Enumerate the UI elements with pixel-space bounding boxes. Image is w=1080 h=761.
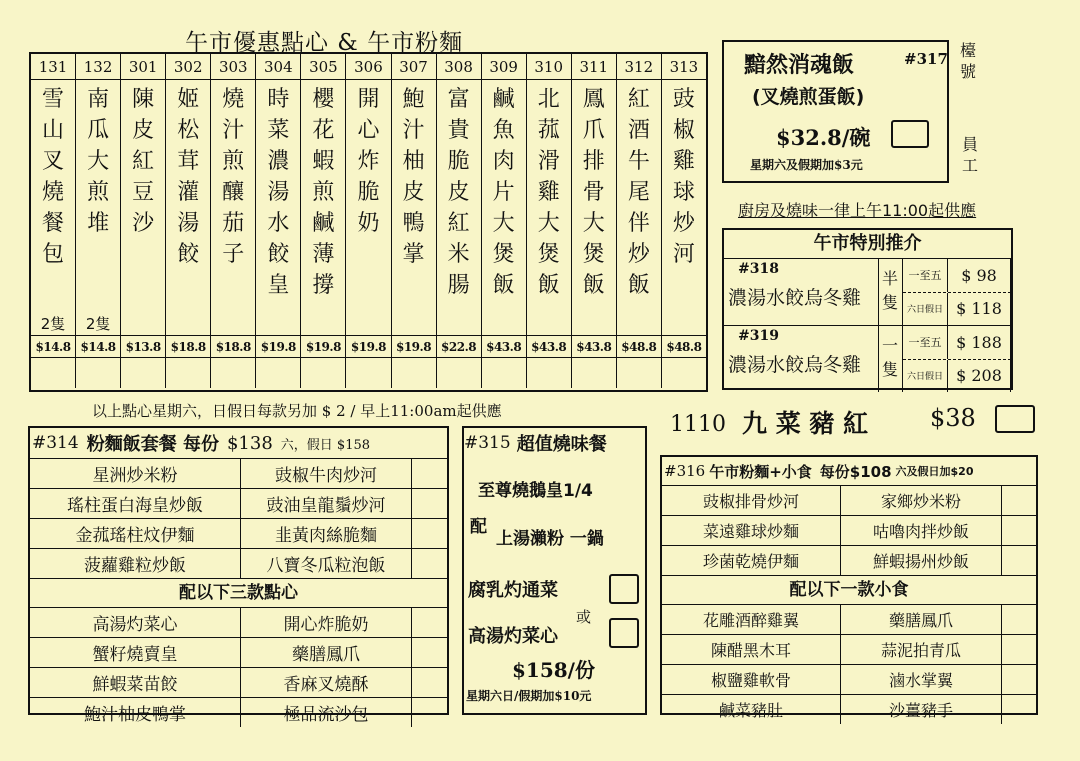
set-316-sub-header: 配以下一款小食 bbox=[662, 576, 1036, 605]
dimsum-name: 富貴脆皮紅米腸 bbox=[447, 87, 470, 298]
lunch-special-name: 濃湯水餃烏冬雞 bbox=[728, 287, 862, 309]
menu-item: 菠蘿雞粒炒飯 bbox=[30, 549, 241, 578]
item-1110-code: 1110 bbox=[670, 412, 726, 437]
set-315-code: #315 bbox=[464, 433, 511, 453]
menu-item: 花雕酒醉雞翼 bbox=[662, 605, 841, 634]
menu-row bbox=[662, 516, 1036, 546]
staff-label: 員工 bbox=[962, 135, 979, 175]
menu-item: 豉椒牛肉炒河 bbox=[241, 459, 412, 488]
dimsum-code: 131 bbox=[31, 54, 76, 79]
dimsum-price: $19.8 bbox=[346, 336, 391, 357]
dimsum-name-cell bbox=[211, 80, 256, 335]
menu-item: 高湯灼菜心 bbox=[30, 608, 241, 637]
dimsum-name: 鮑汁柚皮鴨掌 bbox=[402, 87, 425, 267]
menu-row bbox=[30, 638, 447, 668]
item-1110-checkbox[interactable] bbox=[995, 405, 1035, 433]
dimsum-name-cell bbox=[166, 80, 211, 335]
set-316-box bbox=[660, 455, 1038, 720]
lunch-special-day-label: 一至五 bbox=[903, 326, 948, 359]
dimsum-name-cell bbox=[482, 80, 527, 335]
dimsum-price: $18.8 bbox=[166, 336, 211, 357]
menu-item: 韭黃肉絲脆麵 bbox=[241, 519, 412, 548]
menu-item: 鮑汁柚皮鴨掌 bbox=[30, 698, 241, 727]
menu-item-checkbox[interactable] bbox=[412, 668, 447, 697]
menu-item: 藥膳鳳爪 bbox=[841, 605, 1002, 634]
dimsum-price: $43.8 bbox=[482, 336, 527, 357]
counter-label: 檯號 bbox=[960, 41, 977, 81]
menu-item-checkbox[interactable] bbox=[1002, 695, 1036, 724]
dimsum-name: 紅酒牛尾伴炒飯 bbox=[627, 87, 650, 298]
dimsum-note: 以上點心星期六，日假日每款另加 $ 2 / 早上11:00am起供應 bbox=[92, 402, 502, 420]
menu-item-checkbox[interactable] bbox=[412, 519, 447, 548]
dimsum-name-cell bbox=[392, 80, 437, 335]
item-1110-price: $38 bbox=[930, 404, 976, 432]
dimsum-code: 312 bbox=[617, 54, 662, 79]
menu-row bbox=[662, 665, 1036, 695]
dimsum-table bbox=[29, 52, 708, 392]
special-317-box bbox=[722, 40, 949, 183]
menu-item: 珍菌乾燒伊麵 bbox=[662, 546, 841, 575]
dimsum-name: 北菰滑雞大煲飯 bbox=[537, 87, 560, 298]
dimsum-name-cell bbox=[437, 80, 482, 335]
set-316-price: 每份$108 bbox=[819, 462, 892, 481]
lunch-special-row bbox=[724, 326, 1011, 392]
menu-item-checkbox[interactable] bbox=[412, 638, 447, 667]
dimsum-name: 豉椒雞球炒河 bbox=[672, 87, 695, 267]
dimsum-price: $18.8 bbox=[211, 336, 256, 357]
dimsum-code: 303 bbox=[211, 54, 256, 79]
dimsum-price: $48.8 bbox=[666, 339, 702, 354]
dimsum-code: 302 bbox=[166, 54, 211, 79]
dimsum-code-row bbox=[31, 54, 706, 80]
lunch-special-prices bbox=[903, 326, 1011, 392]
lunch-special-title: 午市特別推介 bbox=[724, 230, 1011, 259]
lunch-special-box bbox=[722, 228, 1013, 390]
menu-row bbox=[30, 608, 447, 638]
set-315-option2: 高湯灼菜心 bbox=[468, 626, 558, 647]
dimsum-code: 310 bbox=[527, 54, 572, 79]
dimsum-code: 307 bbox=[392, 54, 437, 79]
menu-item: 鮮蝦揚州炒飯 bbox=[841, 546, 1002, 575]
dimsum-name-cell bbox=[527, 80, 572, 335]
dimsum-code: 309 bbox=[482, 54, 527, 79]
lunch-special-price-row bbox=[903, 293, 1011, 326]
menu-item: 滷水掌翼 bbox=[841, 665, 1002, 694]
dimsum-name-cell bbox=[31, 80, 76, 335]
menu-item: 咕嚕肉拌炒飯 bbox=[841, 516, 1002, 545]
dimsum-order-cell[interactable] bbox=[166, 358, 211, 388]
dimsum-code: 306 bbox=[346, 54, 391, 79]
item-1110-name: 九 菜 豬 紅 bbox=[742, 409, 869, 438]
dimsum-name-cell bbox=[617, 80, 662, 335]
menu-item: 蟹籽燒賣皇 bbox=[30, 638, 241, 667]
dimsum-price: $14.8 bbox=[76, 336, 121, 357]
menu-item: 豉油皇龍鬚炒河 bbox=[241, 489, 412, 518]
set-315-line1: 至尊燒鵝皇1/4 bbox=[478, 481, 593, 501]
special-317-title: 黯然消魂飯 bbox=[744, 52, 855, 78]
lunch-special-price-row bbox=[903, 259, 1011, 293]
lunch-special-code: #318 bbox=[738, 261, 779, 277]
dimsum-name: 櫻花蝦煎鹹薄撐 bbox=[312, 87, 335, 298]
dimsum-order-cell[interactable] bbox=[256, 358, 301, 388]
menu-item: 八寶冬瓜粒泡飯 bbox=[241, 549, 412, 578]
dimsum-name-cell bbox=[76, 80, 121, 335]
dimsum-price: $19.8 bbox=[301, 336, 346, 357]
dimsum-name: 鳳爪排骨大煲飯 bbox=[582, 87, 605, 298]
dimsum-price: $48.8 bbox=[617, 336, 662, 357]
dimsum-name-cell bbox=[256, 80, 301, 335]
menu-item: 椒鹽雞軟骨 bbox=[662, 665, 841, 694]
dimsum-price: $43.8 bbox=[527, 336, 572, 357]
dimsum-code: 313 bbox=[669, 57, 699, 76]
menu-item: 極品流沙包 bbox=[241, 698, 412, 727]
dimsum-order-cell[interactable] bbox=[617, 358, 662, 388]
dimsum-code: 132 bbox=[76, 54, 121, 79]
menu-item-checkbox[interactable] bbox=[412, 459, 447, 488]
menu-item-checkbox[interactable] bbox=[1002, 605, 1036, 634]
menu-item-checkbox[interactable] bbox=[1002, 486, 1036, 515]
set-316-code: #316 bbox=[664, 462, 706, 480]
lunch-special-day-label: 六日假日 bbox=[903, 293, 948, 326]
dimsum-name-cell bbox=[121, 80, 166, 335]
dimsum-name-cell bbox=[572, 80, 617, 335]
menu-item-checkbox[interactable] bbox=[412, 489, 447, 518]
menu-row bbox=[662, 486, 1036, 516]
dimsum-order-cell[interactable] bbox=[301, 358, 346, 388]
menu-row bbox=[662, 695, 1036, 724]
dimsum-order-cell[interactable] bbox=[211, 358, 256, 388]
main-title: 午市優惠點心 & 午市粉麵 bbox=[185, 30, 464, 56]
menu-item-checkbox[interactable] bbox=[412, 608, 447, 637]
menu-item: 蒜泥拍青瓜 bbox=[841, 635, 1002, 664]
dimsum-order-cell[interactable] bbox=[437, 358, 482, 388]
set-315-title: 超值燒味餐 bbox=[516, 434, 607, 455]
lunch-special-row bbox=[724, 259, 1011, 326]
dimsum-order-cell[interactable] bbox=[527, 358, 572, 388]
dimsum-price: $14.8 bbox=[31, 336, 76, 357]
special-317-code: #317 bbox=[904, 50, 948, 68]
set-314-sub-header: 配以下三款點心 bbox=[30, 579, 447, 608]
menu-row bbox=[662, 635, 1036, 665]
set-316-title: 午市粉麵+小食 bbox=[709, 462, 812, 481]
dimsum-name-row bbox=[31, 80, 706, 336]
set-314-title: 粉麵飯套餐 每份 bbox=[86, 434, 219, 455]
dimsum-code: 311 bbox=[572, 54, 617, 79]
special-317-subtitle: (叉燒煎蛋飯) bbox=[752, 86, 865, 108]
menu-item-checkbox[interactable] bbox=[1002, 546, 1036, 575]
menu-row bbox=[30, 698, 447, 727]
menu-item: 菜遠雞球炒麵 bbox=[662, 516, 841, 545]
dimsum-order-cell[interactable] bbox=[482, 358, 527, 388]
menu-item: 家鄉炒米粉 bbox=[841, 486, 1002, 515]
lunch-special-prices bbox=[903, 259, 1011, 325]
set-315-option1-checkbox[interactable] bbox=[609, 574, 639, 604]
lunch-special-name: 濃湯水餃烏冬雞 bbox=[728, 354, 862, 376]
menu-row bbox=[662, 546, 1036, 576]
lunch-special-day-label: 一至五 bbox=[903, 259, 948, 292]
menu-item-checkbox[interactable] bbox=[1002, 665, 1036, 694]
menu-item-checkbox[interactable] bbox=[412, 698, 447, 727]
dimsum-order-cell[interactable] bbox=[76, 358, 121, 388]
dimsum-name-cell bbox=[301, 80, 346, 335]
dimsum-name: 時菜濃湯水餃皇 bbox=[267, 87, 290, 298]
lunch-special-price-row bbox=[903, 326, 1011, 360]
menu-item: 星洲炒米粉 bbox=[30, 459, 241, 488]
lunch-special-item bbox=[724, 259, 879, 325]
dimsum-price: $19.8 bbox=[256, 336, 301, 357]
dimsum-checkbox-row bbox=[31, 358, 706, 388]
set-314-box bbox=[28, 426, 449, 725]
dimsum-price-row bbox=[31, 336, 706, 358]
menu-item: 鮮蝦菜苗餃 bbox=[30, 668, 241, 697]
menu-item: 瑤柱蛋白海皇炒飯 bbox=[30, 489, 241, 518]
set-315-line2: 上湯瀨粉 一鍋 bbox=[496, 529, 604, 549]
dimsum-name: 燒汁煎釀茄子 bbox=[222, 87, 245, 267]
dimsum-name: 姬松茸灌湯餃 bbox=[177, 87, 200, 267]
dimsum-name: 鹹魚肉片大煲飯 bbox=[492, 87, 515, 298]
menu-item: 香麻叉燒酥 bbox=[241, 668, 412, 697]
dimsum-code: 308 bbox=[437, 54, 482, 79]
dimsum-order-cell[interactable] bbox=[662, 358, 706, 388]
set-315-option2-checkbox[interactable] bbox=[609, 618, 639, 648]
lunch-special-portion: 一隻 bbox=[879, 326, 903, 392]
menu-row bbox=[30, 668, 447, 698]
dimsum-name: 開心炸脆奶 bbox=[357, 87, 380, 236]
dimsum-name: 陳皮紅豆沙 bbox=[132, 87, 155, 236]
lunch-special-price: $ 118 bbox=[948, 293, 1011, 326]
set-315-note: 星期六日/假期加$10元 bbox=[466, 689, 592, 703]
menu-item-checkbox[interactable] bbox=[412, 549, 447, 578]
dimsum-name-cell bbox=[662, 80, 706, 335]
set-315-pei: 配 bbox=[470, 517, 487, 537]
special-317-checkbox[interactable] bbox=[891, 120, 929, 148]
dimsum-code: 304 bbox=[256, 54, 301, 79]
menu-row bbox=[30, 489, 447, 519]
special-317-price: $32.8/碗 bbox=[776, 125, 871, 150]
lunch-special-code: #319 bbox=[738, 328, 779, 344]
dimsum-name-cell bbox=[346, 80, 391, 335]
set-314-holiday: 六，假日 $158 bbox=[280, 437, 371, 453]
menu-item-checkbox[interactable] bbox=[1002, 516, 1036, 545]
menu-item: 鹹菜豬肚 bbox=[662, 695, 841, 724]
menu-item-checkbox[interactable] bbox=[1002, 635, 1036, 664]
lunch-special-item bbox=[724, 326, 879, 392]
menu-item: 豉椒排骨炒河 bbox=[662, 486, 841, 515]
lunch-special-price: $ 188 bbox=[948, 326, 1011, 359]
dimsum-order-cell[interactable] bbox=[121, 358, 166, 388]
dimsum-code: 301 bbox=[121, 54, 166, 79]
dimsum-price: $22.8 bbox=[437, 336, 482, 357]
menu-row bbox=[30, 519, 447, 549]
dimsum-order-cell[interactable] bbox=[31, 358, 76, 388]
dimsum-order-cell[interactable] bbox=[392, 358, 437, 388]
menu-item: 開心炸脆奶 bbox=[241, 608, 412, 637]
dimsum-qty: 2隻 bbox=[40, 315, 66, 333]
set-314-price: $138 bbox=[226, 432, 273, 454]
lunch-special-price-row bbox=[903, 360, 1011, 393]
set-315-box bbox=[462, 426, 647, 715]
menu-row bbox=[662, 605, 1036, 635]
set-315-or: 或 bbox=[576, 608, 592, 626]
dimsum-price: $13.8 bbox=[121, 336, 166, 357]
menu-item: 沙薑豬手 bbox=[841, 695, 1002, 724]
menu-item: 藥膳鳳爪 bbox=[241, 638, 412, 667]
special-317-note: 星期六及假期加$3元 bbox=[750, 158, 863, 172]
set-315-price: $158/份 bbox=[512, 658, 595, 682]
kitchen-note: 廚房及燒味一律上午11:00起供應 bbox=[738, 201, 977, 220]
lunch-special-portion: 半隻 bbox=[879, 259, 903, 325]
lunch-special-price: $ 98 bbox=[948, 259, 1011, 292]
dimsum-qty: 2隻 bbox=[85, 315, 111, 333]
dimsum-code: 305 bbox=[301, 54, 346, 79]
menu-item: 陳醋黑木耳 bbox=[662, 635, 841, 664]
set-315-option1: 腐乳灼通菜 bbox=[468, 580, 558, 601]
menu-row bbox=[30, 549, 447, 579]
set-316-holiday: 六及假日加$20 bbox=[895, 465, 974, 478]
dimsum-price: $19.8 bbox=[392, 336, 437, 357]
lunch-special-day-label: 六日假日 bbox=[903, 360, 948, 393]
dimsum-name: 雪山叉燒餐包 bbox=[42, 87, 65, 267]
menu-row bbox=[30, 459, 447, 489]
lunch-special-price: $ 208 bbox=[948, 360, 1011, 393]
dimsum-order-cell[interactable] bbox=[346, 358, 391, 388]
set-314-code: #314 bbox=[32, 433, 79, 453]
dimsum-order-cell[interactable] bbox=[572, 358, 617, 388]
dimsum-name: 南瓜大煎堆 bbox=[87, 87, 110, 236]
menu-item: 金菰瑤柱炆伊麵 bbox=[30, 519, 241, 548]
dimsum-price: $43.8 bbox=[572, 336, 617, 357]
